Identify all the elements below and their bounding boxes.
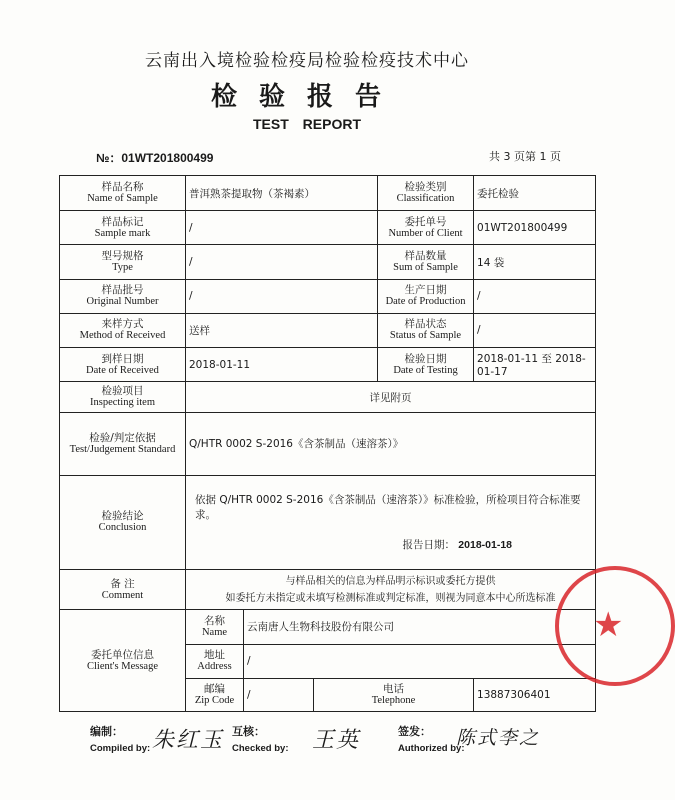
table-row [60,279,596,313]
value-sample-mark: / [186,211,378,245]
value-classification: 委托检验 [474,176,596,211]
report-title-en: TEST REPORT [252,116,361,132]
label-inspecting-item: 检验项目 Inspecting item [60,382,186,413]
report-number: №：01WT201800499 [96,151,214,165]
organization-name: 云南出入境检验检疫局检验检疫技术中心 [145,51,469,71]
table-row [60,211,596,245]
authorized-signature: 陈式李之 [456,727,541,749]
label-method-received: 来样方式 Method of Received [60,313,186,347]
compiled-signature: 朱红玉 [152,728,225,753]
value-client-address: / [244,644,596,678]
table-row [60,413,596,475]
label-client-address: 地址 Address [186,644,244,678]
value-client-number: 01WT201800499 [474,211,596,245]
label-sample-name: 样品名称 Name of Sample [60,176,186,211]
table-row [60,610,596,644]
label-telephone: 电话 Telephone [314,678,474,711]
value-method-received: 送样 [186,313,378,347]
compiled-by: 编制： Compiled by: [90,725,151,754]
value-sample-status: / [474,313,596,347]
report-table [59,175,596,712]
value-telephone: 13887306401 [474,678,596,711]
value-production-date: / [474,279,596,313]
label-sample-status: 样品状态 Status of Sample [378,313,474,347]
label-zip-code: 邮编 Zip Code [186,678,244,711]
seal-star-icon: ★ [593,605,624,645]
label-conclusion: 检验结论 Conclusion [60,475,186,569]
label-comment: 备 注 Comment [60,569,186,609]
signature-row [0,723,614,783]
value-inspecting-item: 详见附页 [186,382,596,413]
checked-signature: 王英 [312,728,361,753]
conclusion-cell [186,475,596,569]
table-row [60,382,596,413]
label-client-name: 名称 Name [186,610,244,644]
table-row [60,569,596,609]
label-sample-mark: 样品标记 Sample mark [60,211,186,245]
label-client-number: 委托单号 Number of Client [378,211,474,245]
label-original-number: 样品批号 Original Number [60,279,186,313]
authorized-by: 签发： Authorized by: [398,725,465,754]
label-classification: 检验类别 Classification [378,176,474,211]
comment-line-2: 如委托方未指定或未填写检测标准或判定标准，则视为同意本中心所选标准 [225,592,556,604]
page-info: 共 3 页第 1 页 [489,150,561,163]
label-date-testing: 检验日期 Date of Testing [378,348,474,382]
comment-line-1: 与样品相关的信息为样品明示标识或委托方提供 [285,575,496,587]
value-date-received: 2018-01-11 [186,348,378,382]
label-client-message: 委托单位信息 Client's Message [60,610,186,712]
value-standard: Q/HTR 0002 S-2016《含茶制品（速溶茶）》 [186,413,596,475]
label-production-date: 生产日期 Date of Production [378,279,474,313]
value-zip-code: / [244,678,314,711]
value-date-testing: 2018-01-11 至 2018-01-17 [474,348,596,382]
table-row [60,245,596,279]
value-sum-sample: 14 袋 [474,245,596,279]
table-row [60,348,596,382]
value-type: / [186,245,378,279]
official-seal [555,566,675,686]
checked-by: 互核： Checked by: [232,725,289,754]
value-original-number: / [186,279,378,313]
comment-cell [186,569,596,609]
table-row [60,475,596,569]
value-client-name: 云南唐人生物科技股份有限公司 [244,610,596,644]
report-date: 报告日期： 2018-01-18 [402,538,513,551]
label-date-received: 到样日期 Date of Received [60,348,186,382]
value-sample-name: 普洱熟茶提取物（茶褐素） [186,176,378,211]
label-standard: 检验/判定依据 Test/Judgement Standard [60,413,186,475]
table-row [60,313,596,347]
label-type: 型号规格 Type [60,245,186,279]
table-row [60,176,596,211]
conclusion-text: 依据 Q/HTR 0002 S-2016《含茶制品（速溶茶）》标准检验，所检项目符合标准要求。 [195,493,581,521]
label-sum-sample: 样品数量 Sum of Sample [378,245,474,279]
report-title: 检验报告 [210,82,403,112]
